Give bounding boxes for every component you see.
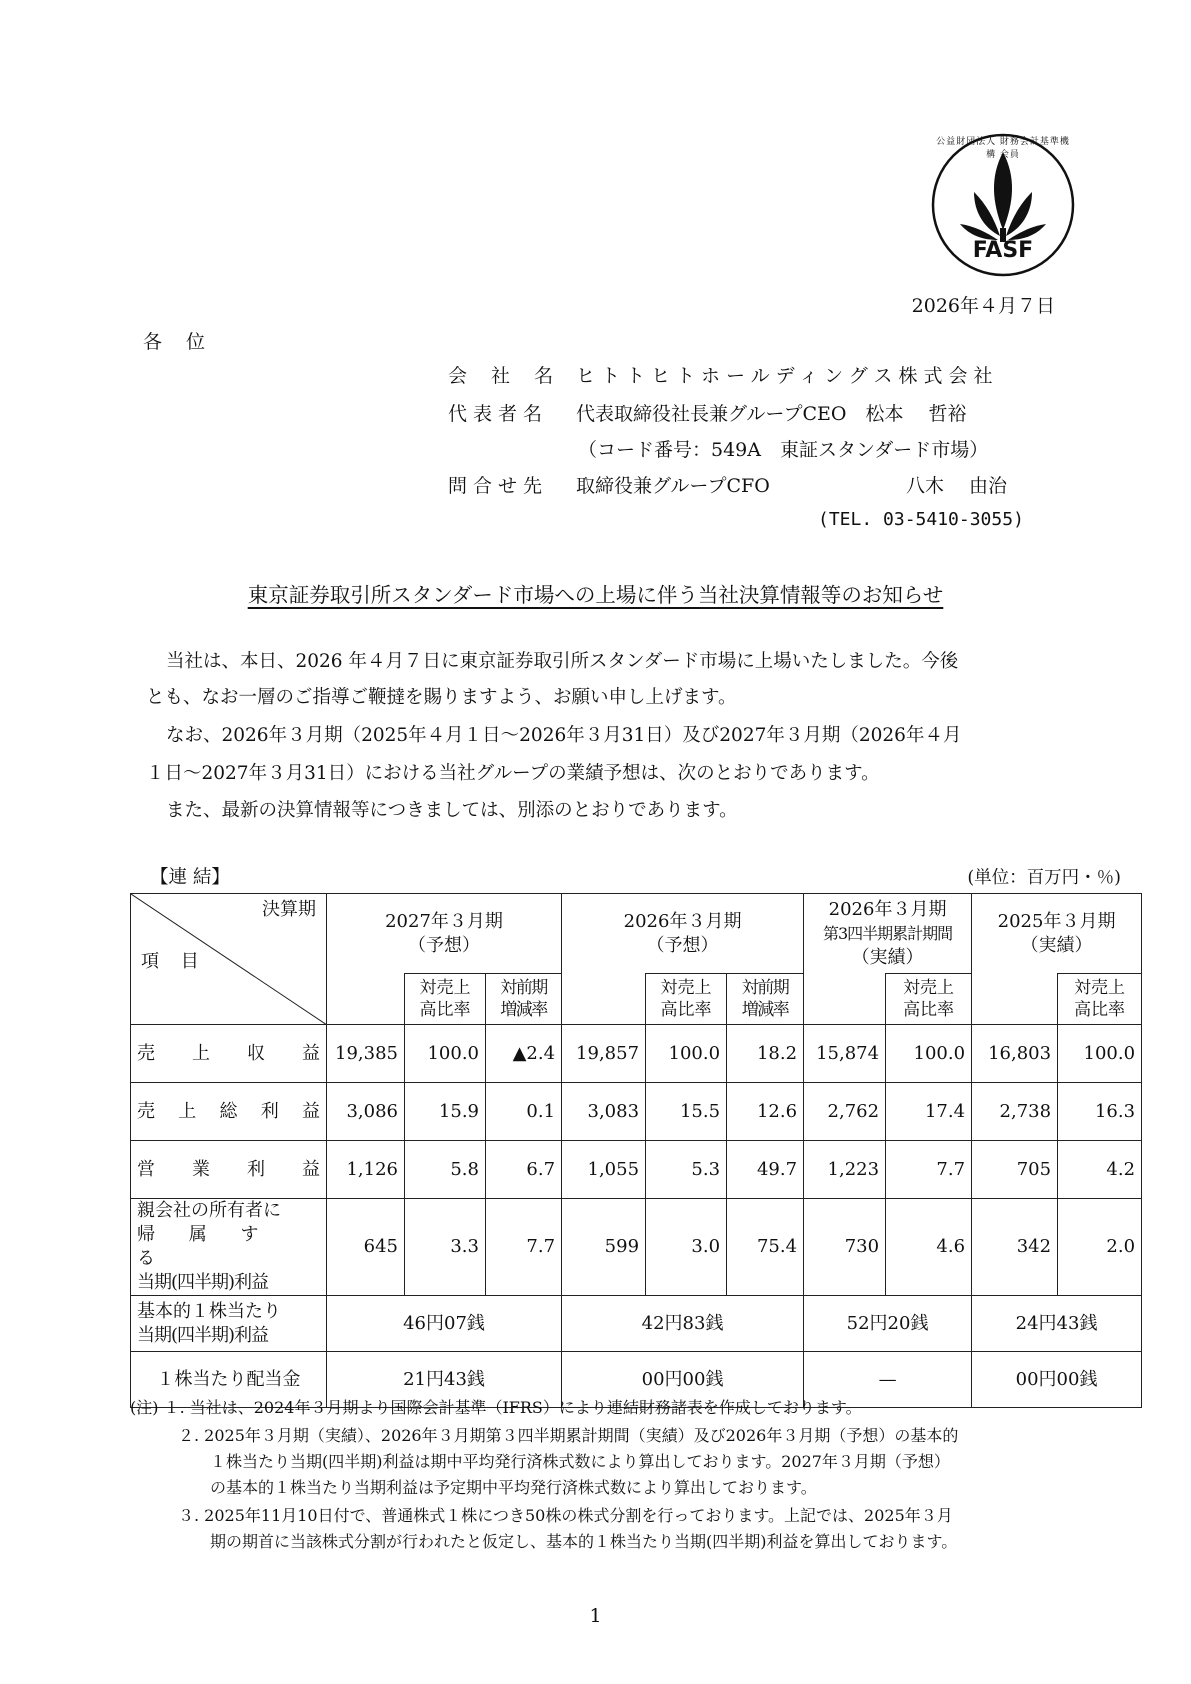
table-cell: 15.5 [646,1083,727,1141]
period-header-fy2025-actual: 2025年３月期 （実績） [972,894,1142,974]
contact-label: 問合せ先 [448,475,549,497]
table-row-operating-profit [131,1141,1142,1199]
table-cell: 7.7 [886,1141,972,1199]
period-header-fy2026-forecast: 2026年３月期 （予想） [562,894,804,974]
table-cell: ▲2.4 [486,1025,562,1083]
table-cell: 19,385 [327,1025,405,1083]
sub-header-change: 対前期 増減率 [727,974,804,1025]
table-cell: 6.7 [486,1141,562,1199]
table-cell: 705 [972,1141,1058,1199]
sub-header-blank [562,974,646,1025]
company-name-label: 会 社 名 [448,365,563,387]
table-cell: 16.3 [1058,1083,1142,1141]
row-label-dividend: １株当たり配当金 [131,1352,327,1408]
table-cell: 2,762 [804,1083,886,1141]
document-title: 東京証券取引所スタンダード市場への上場に伴う当社決算情報等のお知らせ [247,583,944,607]
table-cell: 100.0 [1058,1025,1142,1083]
row-label-net-profit: 親会社の所有者に 帰 属 す る 当期(四半期)利益 [131,1199,327,1296]
note-2-line-3: の基本的１株当たり当期利益は予定期中平均発行済株式数により算出しております。 [210,1478,817,1497]
sub-header-blank [327,974,405,1025]
table-cell: 2.0 [1058,1199,1142,1296]
contact-tel: (TEL. 03-5410-3055) [818,509,1024,530]
logo-text: FASF [972,238,1034,263]
table-cell: 5.8 [405,1141,486,1199]
table-unit: (単位：百万円・％) [967,868,1121,888]
row-label-gross-profit: 売 上 総 利 益 [131,1083,327,1141]
contact-name: 八木 由治 [906,475,1008,497]
table-cell: 7.7 [486,1199,562,1296]
table-cell: 18.2 [727,1025,804,1083]
table-cell: 21円43銭 [327,1352,562,1408]
period-header-fy2026-q3-actual: 2026年３月期 第3四半期累計期間 （実績） [804,894,972,974]
table-cell: 49.7 [727,1141,804,1199]
table-cell: 3,086 [327,1083,405,1141]
corner-cell [131,894,327,1025]
table-cell: 1,055 [562,1141,646,1199]
note-1: (注) １. 当社は、2024年３月期より国際会計基準（IFRS）により連結財務諸表を作成しております。 [130,1398,862,1417]
table-cell: 75.4 [727,1199,804,1296]
addressee: 各 位 [143,331,215,353]
corner-item-label: 項 目 [141,951,207,972]
table-cell: 5.3 [646,1141,727,1199]
table-cell: 46円07銭 [327,1296,562,1352]
table-cell: — [804,1352,972,1408]
table-cell: 16,803 [972,1025,1058,1083]
page-number: 1 [589,1605,602,1627]
table-cell: 1,223 [804,1141,886,1199]
table-cell: 730 [804,1199,886,1296]
table-cell: 1,126 [327,1141,405,1199]
contact-value: 取締役兼グループCFO [576,475,770,497]
sub-header-ratio: 対売上 高比率 [405,974,486,1025]
company-name-value: ヒトトヒトホールディングス株式会社 [576,365,999,387]
table-cell: 52円20銭 [804,1296,972,1352]
body-paragraph-2-line-2: １日～2027年３月31日）における当社グループの業績予想は、次のとおりであります。 [146,763,880,784]
body-paragraph-1-line-1: 当社は、本日、2026 年４月７日に東京証券取引所スタンダード市場に上場いたしました。今後 [166,651,959,672]
table-cell: 100.0 [405,1025,486,1083]
table-cell: 599 [562,1199,646,1296]
table-cell: 24円43銭 [972,1296,1142,1352]
table-cell: 4.6 [886,1199,972,1296]
sub-header-blank [804,974,886,1025]
sub-header-ratio: 対売上 高比率 [646,974,727,1025]
table-cell: 645 [327,1199,405,1296]
table-cell: 42円83銭 [562,1296,804,1352]
table-cell: 342 [972,1199,1058,1296]
table-cell: 15,874 [804,1025,886,1083]
note-3-line-2: 期の期首に当該株式分割が行われたと仮定し、基本的１株当たり当期(四半期)利益を算出しております。 [210,1532,958,1551]
release-date: 2026年４月７日 [911,295,1055,317]
table-cell: 3.0 [646,1199,727,1296]
row-label-operating-profit: 営 業 利 益 [131,1141,327,1199]
table-cell: 0.1 [486,1083,562,1141]
table-cell: 100.0 [886,1025,972,1083]
table-row-eps [131,1296,1142,1352]
sub-header-ratio: 対売上 高比率 [1058,974,1142,1025]
representative-value: 代表取締役社長兼グループCEO 松本 哲裕 [576,403,967,425]
table-cell: 00円00銭 [972,1352,1142,1408]
table-cell: 3.3 [405,1199,486,1296]
representative-label: 代表者名 [448,403,549,425]
table-cell: 17.4 [886,1083,972,1141]
table-cell: 2,738 [972,1083,1058,1141]
row-label-eps: 基本的１株当たり 当期(四半期)利益 [131,1296,327,1352]
note-3-line-1: ３. 2025年11月10日付で、普通株式１株につき50株の株式分割を行っております。上記では、2025年３月 [178,1506,953,1525]
sub-header-blank [972,974,1058,1025]
logo-ring-text: 公益財団法人 財務会計基準機構 会員 [936,137,1070,160]
row-label-revenue: 売 上 収 益 [131,1025,327,1083]
note-2-line-1: ２. 2025年３月期（実績）、2026年３月期第３四半期累計期間（実績）及び2026年３月期（予想）の基本的 [178,1426,959,1445]
corner-period-label: 決算期 [262,899,316,920]
body-paragraph-2-line-1: なお、2026年３月期（2025年４月１日～2026年３月31日）及び2027年３月期（2026年４月 [166,725,962,746]
sub-header-ratio: 対売上 高比率 [886,974,972,1025]
table-cell: 4.2 [1058,1141,1142,1199]
body-paragraph-1-line-2: とも、なお一層のご指導ご鞭撻を賜りますよう、お願い申し上げます。 [146,687,737,708]
table-section-label: 【連 結】 [150,867,230,888]
results-table [130,893,1142,1408]
table-row-revenue [131,1025,1142,1083]
table-row-net-profit [131,1199,1142,1296]
period-header-fy2027-forecast: 2027年３月期 （予想） [327,894,562,974]
note-2-line-2: １株当たり当期(四半期)利益は期中平均発行済株式数により算出しております。2027年３月期（予想） [210,1452,950,1471]
table-cell: 00円00銭 [562,1352,804,1408]
table-row-gross-profit [131,1083,1142,1141]
body-paragraph-3: また、最新の決算情報等につきましては、別添のとおりであります。 [166,800,738,821]
table-cell: 19,857 [562,1025,646,1083]
stock-code: （コード番号：549A 東証スタンダード市場） [578,439,989,461]
sub-header-change: 対前期 増減率 [486,974,562,1025]
table-cell: 12.6 [727,1083,804,1141]
table-cell: 100.0 [646,1025,727,1083]
table-cell: 15.9 [405,1083,486,1141]
table-cell: 3,083 [562,1083,646,1141]
fasf-logo [930,132,1076,278]
